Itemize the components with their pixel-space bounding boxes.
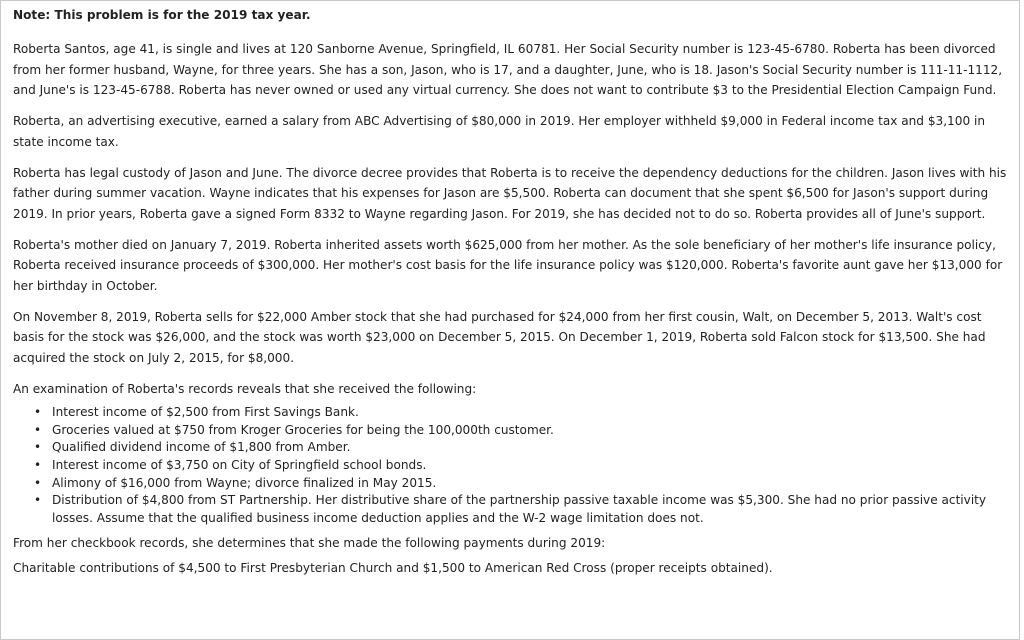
list-item (13, 457, 1013, 475)
list-item-text: Groceries valued at $750 from Kroger Groceries for being the 100,000th customer. (52, 422, 554, 437)
payments-first-item-cutoff: Charitable contributions of $4,500 to First Presbyterian Church and $1,500 to American Red Cross (proper receipts obtained). (13, 560, 773, 575)
paragraph-custody: Roberta has legal custody of Jason and June. The divorce decree provides that Roberta is to receive the dependency deductions for the children. Jason lives with his father during summer vacation. Wayne indicates that his expenses for Jason are $5,500. Roberta can document that she spent $6,500 for Jason's support during 2019. In prior years, Roberta gave a signed Form 8332 to Wayne regarding Jason. For 2019, she has decided not to do so. Roberta provides all of June's support. (13, 165, 1007, 221)
problem-content (13, 7, 1013, 578)
records-list (13, 404, 1013, 528)
paragraph-stock-sales: On November 8, 2019, Roberta sells for $22,000 Amber stock that she had purchased for $24,000 from her first cousin, Walt, on December 5, 2013. Walt's cost basis for the stock was $26,000, and the stock was worth $23,000 on December 5, 2015. On December 1, 2019, Roberta sold Falcon stock for $13,500. She had acquired the stock on July 2, 2015, for $8,000. (13, 309, 986, 366)
list-item (13, 404, 1013, 422)
list-item-text: Distribution of $4,800 from ST Partnership. Her distributive share of the partnership passive taxable income was $5,300. She had no prior passive activity losses. Assume that the qualified business income deduction applies and the W-2 wage limitation does not. (52, 493, 987, 526)
list-item (13, 439, 1013, 457)
bullet-icon: • (34, 493, 42, 508)
bullet-icon: • (34, 422, 42, 437)
records-intro: An examination of Roberta's records reveals that she received the following: (13, 381, 477, 396)
list-item-text: Alimony of $16,000 from Wayne; divorce finalized in May 2015. (52, 475, 437, 490)
bullet-icon: • (34, 404, 42, 419)
payments-intro: From her checkbook records, she determines that she made the following payments during 2019: (13, 535, 606, 550)
list-item-text: Interest income of $3,750 on City of Springfield school bonds. (52, 457, 427, 472)
bullet-icon: • (34, 440, 42, 455)
bullet-icon: • (34, 457, 42, 472)
list-item-text: Qualified dividend income of $1,800 from Amber. (52, 440, 351, 455)
paragraph-personal-info: Roberta Santos, age 41, is single and lives at 120 Sanborne Avenue, Springfield, IL 60781. Her Social Security number is 123-45-6780. Roberta has been divorced from her former husband, Wayne, for three years. She has a son, Jason, who is 17, and a daughter, June, who is 18. Jason's Social Security number is 111-11-1112, and June's is 123-45-6788. Roberta has never owned or used any virtual currency. She does not want to contribute $3 to the Presidential Election Campaign Fund. (13, 42, 1003, 98)
list-item (13, 422, 1013, 440)
paragraph-inheritance: Roberta's mother died on January 7, 2019. Roberta inherited assets worth $625,000 from her mother. As the sole beneficiary of her mother's life insurance policy, Roberta received insurance proceeds of $300,000. Her mother's cost basis for the life insurance policy was $120,000. Roberta's favorite aunt gave her $13,000 for her birthday in October. (13, 237, 1003, 294)
paragraph-salary: Roberta, an advertising executive, earned a salary from ABC Advertising of $80,000 in 2019. Her employer withheld $9,000 in Federal income tax and $3,100 in state income tax. (13, 114, 986, 149)
list-item-text: Interest income of $2,500 from First Savings Bank. (52, 404, 359, 419)
bullet-icon: • (34, 475, 42, 490)
list-item (13, 492, 1013, 527)
tax-year-note: Note: This problem is for the 2019 tax year. (13, 8, 311, 22)
list-item (13, 475, 1013, 493)
